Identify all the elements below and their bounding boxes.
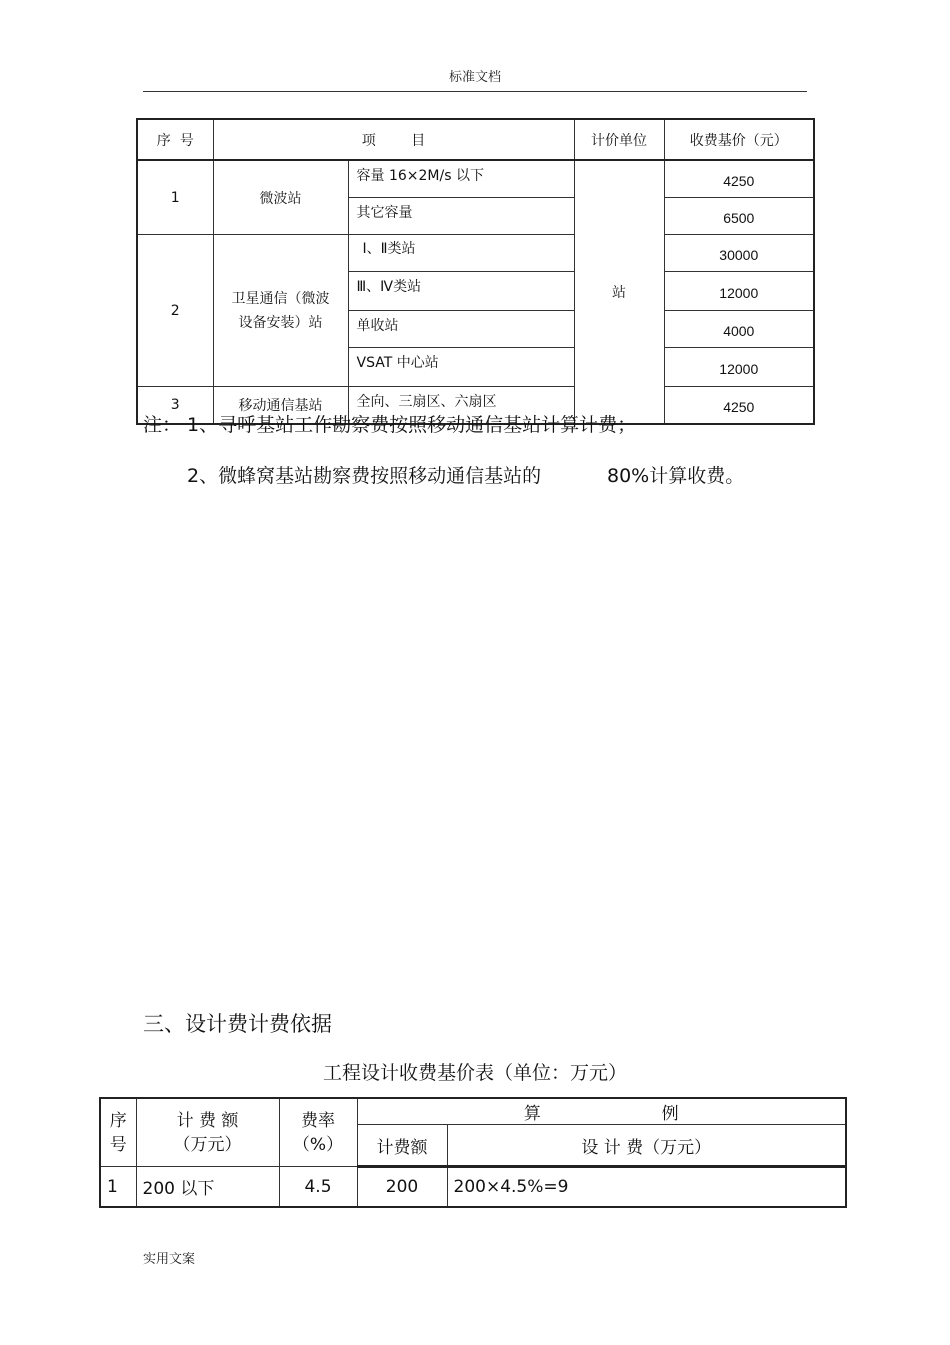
- row-no: 3: [137, 387, 213, 425]
- header-price: 收费基价（元）: [664, 119, 814, 160]
- header-unit: 计价单位: [574, 119, 664, 160]
- row-rate: 4.5: [279, 1167, 357, 1208]
- page-footer: 实用文案: [143, 1252, 196, 1267]
- row-item: VSAT 中心站: [348, 348, 574, 387]
- row-name: 微波站: [213, 160, 348, 235]
- table-title: 工程设计收费基价表（单位：万元）: [322, 1062, 627, 1084]
- row-item: Ⅰ、Ⅱ类站: [348, 235, 574, 272]
- row-price: 4250: [664, 160, 814, 198]
- row-amount: 200 以下: [136, 1167, 279, 1208]
- header-amount-line1: 计 费 额: [176, 1110, 239, 1131]
- table-row: [100, 1167, 846, 1208]
- row-name: [213, 235, 348, 387]
- row-price: 30000: [664, 235, 814, 272]
- note-line-1: 注： 1、寻呼基站工作勘察费按照移动通信基站计算计费；: [143, 414, 637, 436]
- header-rate-line1: 费率: [301, 1110, 335, 1131]
- row-item: 单收站: [348, 311, 574, 348]
- header-rate: [279, 1098, 357, 1167]
- row-item: 全向、三扇区、六扇区: [348, 387, 574, 425]
- table-header-row: [137, 119, 814, 160]
- header-amount: [136, 1098, 279, 1167]
- row-price: 6500: [664, 198, 814, 235]
- survey-fee-table: [136, 118, 815, 425]
- row-no: 1: [100, 1167, 136, 1208]
- row-name-line2: 设备安装）站: [238, 314, 323, 331]
- page-header: 标准文档: [448, 70, 501, 85]
- row-item: 其它容量: [348, 198, 574, 235]
- row-ex-fee: 200×4.5%=9: [447, 1167, 846, 1208]
- row-ex-amount: 200: [357, 1167, 447, 1208]
- header-example: [357, 1098, 846, 1125]
- header-ex-fee: 设 计 费（万元）: [447, 1125, 846, 1167]
- header-example-a: 算: [523, 1104, 541, 1124]
- table-header-row: [100, 1098, 846, 1125]
- table-row: [137, 160, 814, 198]
- header-no-line2: 号: [109, 1134, 127, 1155]
- row-no: 1: [137, 160, 213, 235]
- header-amount-line2: （万元）: [173, 1134, 242, 1155]
- header-no: 序 号: [137, 119, 213, 160]
- header-rate-line2: （%）: [292, 1134, 344, 1155]
- row-item: Ⅲ、Ⅳ类站: [348, 272, 574, 311]
- row-no: 2: [137, 235, 213, 387]
- row-price: 12000: [664, 272, 814, 311]
- row-price: 4000: [664, 311, 814, 348]
- row-price: 4250: [664, 387, 814, 425]
- row-name: 移动通信基站: [213, 387, 348, 425]
- header-divider: [143, 91, 807, 92]
- row-name-line1: 卫星通信（微波: [231, 290, 330, 307]
- row-price: 12000: [664, 348, 814, 387]
- design-fee-table: [99, 1097, 847, 1208]
- header-no: [100, 1098, 136, 1167]
- header-item: 项 目: [213, 119, 574, 160]
- header-example-b: 例: [661, 1104, 679, 1124]
- table-row: [137, 235, 814, 272]
- header-ex-amount: 计费额: [357, 1125, 447, 1167]
- unit-cell: 站: [574, 160, 664, 424]
- note-line-2b: 80%计算收费。: [607, 465, 745, 487]
- section-title: 三、设计费计费依据: [143, 1012, 332, 1036]
- header-no-line1: 序: [109, 1110, 127, 1131]
- row-item: 容量 16×2M/s 以下: [348, 160, 574, 198]
- note-line-2a: 2、微蜂窝基站勘察费按照移动通信基站的: [187, 465, 542, 487]
